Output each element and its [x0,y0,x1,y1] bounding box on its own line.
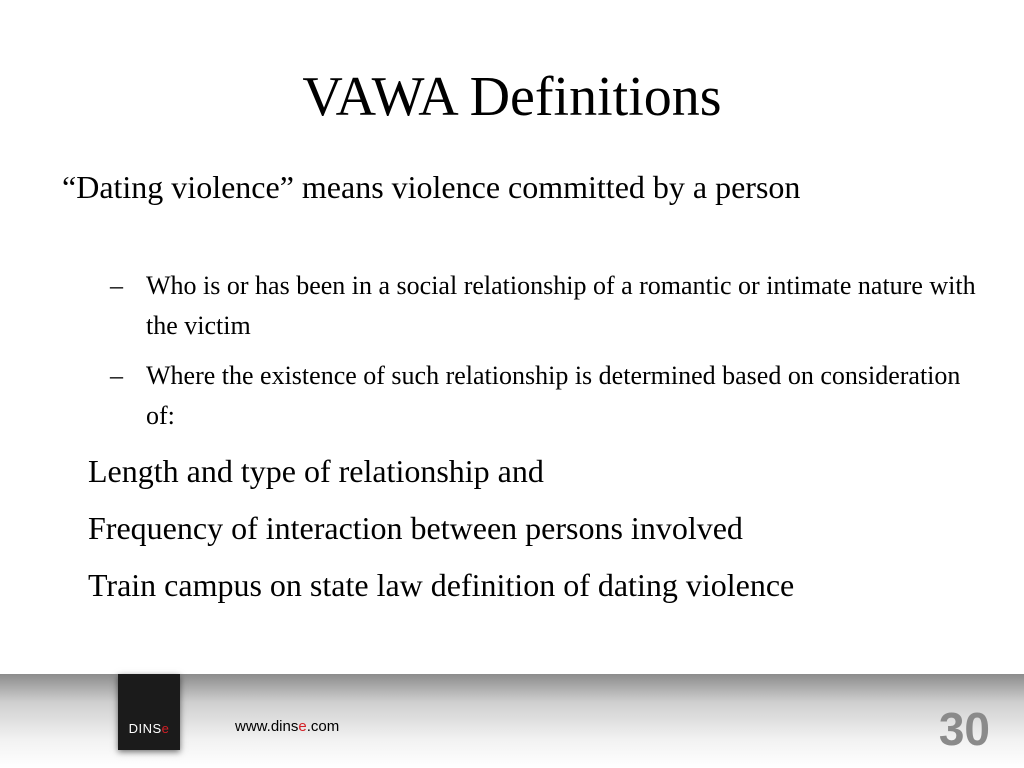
list-item-length-type: Length and type of relationship and [88,453,544,489]
lead-paragraph: “Dating violence” means violence committed by a person [62,169,801,205]
dinse-logo [118,674,180,750]
sub-bullet-1 [110,266,976,346]
sub-bullet-text: Who is or has been in a social relationship of a romantic or intimate nature with the victim [146,271,976,340]
slide-title: VAWA Definitions [302,66,722,128]
page-number: 30 [938,703,990,755]
list-item-train-campus: Train campus on state law definition of dating violence [88,567,795,603]
list-item-frequency: Frequency of interaction between persons involved [88,510,743,546]
sub-bullet-2 [110,356,976,436]
sub-bullet-text: Where the existence of such relationship is determined based on consideration of: [146,361,961,430]
dash-marker: – [110,361,123,390]
url-prefix: www.dins [235,718,299,735]
website-url[interactable] [235,718,339,735]
url-accent: e [298,718,307,735]
logo-text-main: DINS [128,721,162,736]
logo-text-accent: e [161,721,170,736]
url-suffix: .com [306,718,340,735]
dash-marker: – [110,271,123,300]
